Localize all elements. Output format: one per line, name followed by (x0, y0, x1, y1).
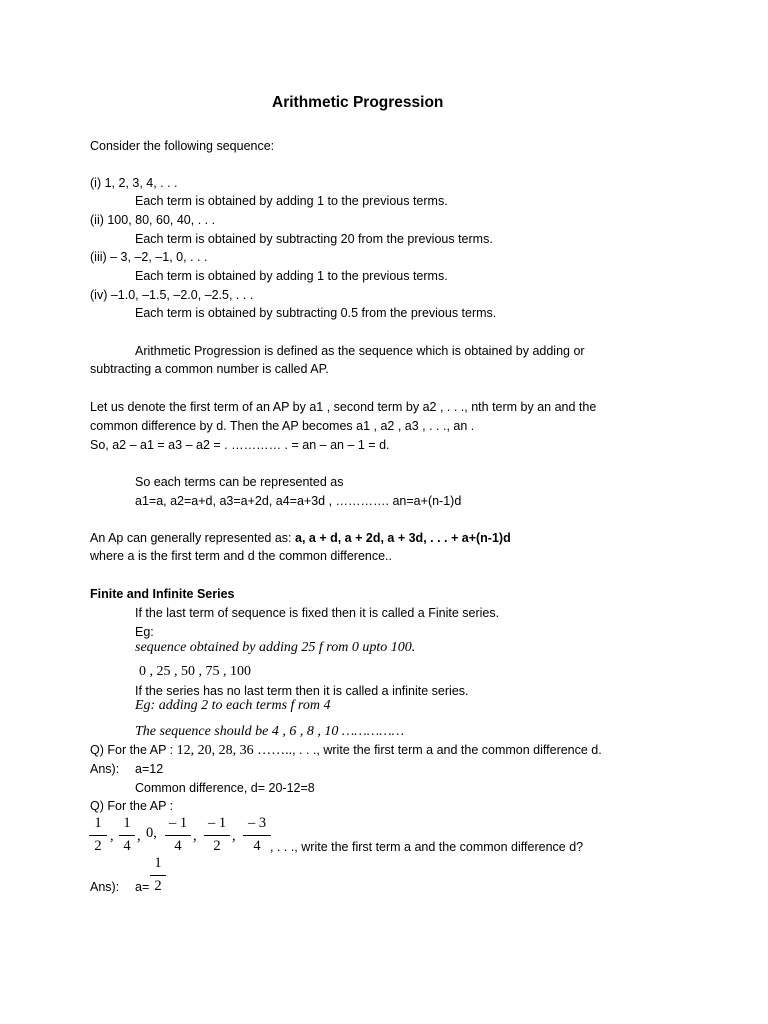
section-heading: Finite and Infinite Series (90, 587, 235, 601)
definition-line: Arithmetic Progression is defined as the sequence which is obtained by adding or (135, 344, 585, 358)
question-1 (90, 743, 602, 758)
fraction-bar (119, 835, 135, 836)
sequence-note: Each term is obtained by adding 1 to the previous terms. (135, 269, 448, 283)
fraction-numerator: 1 (94, 815, 102, 831)
fraction-numerator: – 1 (168, 815, 188, 831)
sequence-note: Each term is obtained by adding 1 to the previous terms. (135, 194, 448, 208)
fraction-bar (243, 835, 271, 836)
fraction (119, 815, 135, 855)
denote-line: So, a2 – a1 = a3 – a2 = . ………… . = an – an – 1 = d. (90, 438, 390, 452)
infinite-text: If the series has no last term then it is called a infinite series. (135, 684, 469, 698)
fraction-denominator: 2 (94, 838, 102, 854)
example-label: Eg: (135, 625, 154, 639)
sequence-line: (iii) – 3, –2, –1, 0, . . . (90, 250, 208, 264)
question-2-prefix: Q) For the AP : (90, 799, 174, 813)
page-title: Arithmetic Progression (272, 94, 444, 111)
general-formula: a, a + d, a + 2d, a + 3d, . . . + a+(n-1)d (295, 531, 511, 545)
fraction (204, 815, 230, 855)
sequence-line: (i) 1, 2, 3, 4, . . . (90, 176, 178, 190)
answer-a-prefix: a= (135, 880, 150, 894)
answer-label: Ans): (90, 880, 120, 894)
general-prefix: An Ap can generally represented as: (90, 531, 295, 545)
question-1-prefix: Q) For the AP : (90, 743, 177, 757)
fraction-bar (89, 835, 107, 836)
fraction-denominator: 4 (253, 838, 261, 854)
separator: , (232, 828, 236, 844)
question-2-suffix: , . . ., write the first term a and the common difference d? (270, 840, 584, 854)
general-note: where a is the first term and d the common difference.. (90, 549, 392, 563)
denote-line: Let us denote the first term of an AP by a1 , second term by a2 , . . ., nth term by an and the (90, 400, 597, 414)
fraction (243, 815, 271, 855)
fraction-numerator: 1 (154, 855, 162, 871)
fraction-numerator: – 1 (207, 815, 227, 831)
infinite-sequence: The sequence should be 4 , 6 , 8 , 10 …………… (135, 724, 405, 739)
question-1-suffix: , . . ., write the first term a and the common difference d. (292, 743, 602, 757)
sequence-line: (iv) –1.0, –1.5, –2.0, –2.5, . . . (90, 288, 254, 302)
answer-fraction (150, 855, 166, 897)
separator: , (137, 828, 141, 844)
represent-text: So each terms can be represented as (135, 475, 344, 489)
fraction-numerator: – 3 (247, 815, 267, 831)
fraction-bar (165, 835, 191, 836)
separator: , (193, 828, 197, 844)
fraction-denominator: 2 (213, 838, 221, 854)
separator: , (110, 828, 114, 844)
fraction-bar (204, 835, 230, 836)
finite-example-values: 0 , 25 , 50 , 75 , 100 (139, 664, 251, 679)
fraction-denominator: 4 (123, 838, 131, 854)
definition-line: subtracting a common number is called AP. (90, 362, 329, 376)
finite-example-description: sequence obtained by adding 25 f rom 0 upto 100. (135, 640, 416, 655)
answer-first-term: a=12 (135, 762, 164, 776)
represent-formula: a1=a, a2=a+d, a3=a+2d, a4=a+3d , …………. an=a+(n-1)d (135, 494, 462, 508)
denote-line: common difference by d. Then the AP becomes a1 , a2 , a3 , . . ., an . (90, 419, 475, 433)
question-1-terms: 12, 20, 28, 36 …….. (176, 743, 293, 758)
fraction-denominator: 2 (154, 878, 162, 894)
fraction-numerator: 1 (123, 815, 131, 831)
infinite-example: Eg: adding 2 to each terms f rom 4 (135, 698, 331, 713)
fraction-denominator: 4 (174, 838, 182, 854)
fraction (165, 815, 191, 855)
fraction-bar (150, 875, 166, 876)
zero-term: 0, (146, 825, 157, 841)
answer-common-difference: Common difference, d= 20-12=8 (135, 781, 315, 795)
fraction (89, 815, 107, 855)
sequence-note: Each term is obtained by subtracting 20 from the previous terms. (135, 232, 493, 246)
answer-label: Ans): (90, 762, 120, 776)
finite-text: If the last term of sequence is fixed then it is called a Finite series. (135, 606, 500, 620)
sequence-line: (ii) 100, 80, 60, 40, . . . (90, 213, 216, 227)
intro-text: Consider the following sequence: (90, 139, 275, 153)
general-form (90, 531, 511, 545)
sequence-note: Each term is obtained by subtracting 0.5 from the previous terms. (135, 306, 497, 320)
